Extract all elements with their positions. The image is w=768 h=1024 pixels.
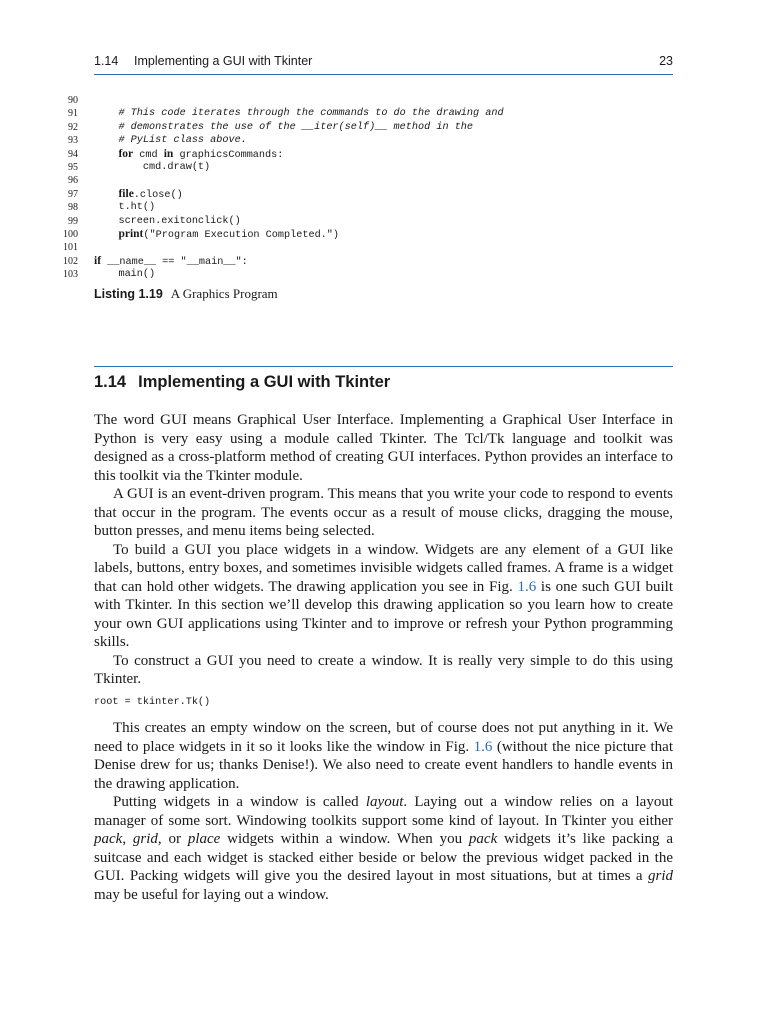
section-heading: [94, 373, 390, 392]
page-number: 23: [659, 54, 673, 68]
section-number: 1.14: [94, 373, 127, 391]
listing-caption: [94, 286, 278, 302]
code-text: # PyList class above.: [94, 135, 247, 147]
listing-caption-text: A Graphics Program: [170, 286, 278, 301]
code-line: [60, 134, 680, 147]
code-text: # demonstrates the use of the __iter(self)__ method in the: [94, 121, 474, 133]
line-number: 91: [68, 108, 78, 120]
code-line: [60, 241, 680, 254]
code-line: [60, 215, 680, 228]
code-text: screen.exitonclick(): [94, 215, 241, 227]
paragraph: This creates an empty window on the screen, but of course does not put anything in it. We need to place widgets in it so it looks like the window in Fig. 1.6 (without the nice picture that Denise drew for us; thanks Denise!). We also need to create event handlers to handle events in the drawing application.: [94, 720, 673, 792]
paragraph: Putting widgets in a window is called layout. Laying out a window relies on a layout manager of some sort. Windowing toolkits support some kind of layout. In Tkinter you either pack, grid, or place widgets within a window. When you pack widgets it’s like packing a suitcase and each widget is stacked either beside or below the previous widget packed in the GUI. Packing widgets will give you the desired layout in most situations, but at times a grid may be useful for laying out a window.: [94, 794, 674, 903]
code-text: for cmd in graphicsCommands:: [118, 147, 284, 161]
figure-reference-link[interactable]: 1.6: [517, 578, 537, 595]
line-number: 101: [63, 242, 78, 254]
code-line: [60, 107, 680, 120]
code-line: [60, 148, 680, 161]
code-line: [60, 228, 680, 241]
body-text-block-1: [94, 411, 673, 689]
paragraph: To build a GUI you place widgets in a window. Widgets are any element of a GUI like labels, buttons, entry boxes, and sometimes invisible widgets called frames. A frame is a widget that can hold other widgets. The drawing application you see in Fig. 1.6 is one such GUI built with Tkinter. In this section we’ll develop this drawing application so you learn how to create your own GUI applications using Tkinter and to improve or refresh your Python programming skills.: [94, 541, 673, 650]
line-number: 90: [68, 95, 78, 106]
line-number: 93: [68, 135, 78, 147]
code-line: [60, 161, 680, 174]
paragraph: A GUI is an event-driven program. This means that you write your code to respond to events that occur in the program. The events occur as a result of mouse clicks, dragging the mouse, button presses, and menu items being selected.: [94, 486, 673, 539]
line-number: 97: [68, 188, 78, 200]
listing-label: Listing 1.19: [94, 287, 163, 301]
line-number: 98: [68, 202, 78, 214]
code-text: t.ht(): [94, 202, 156, 214]
inline-code-snippet: root = tkinter.Tk(): [94, 697, 211, 708]
line-number: 99: [68, 215, 78, 227]
code-line: [60, 188, 680, 201]
code-text: # This code iterates through the commands to do the drawing and: [94, 108, 504, 120]
line-number: 92: [68, 121, 78, 133]
code-line: [60, 255, 680, 268]
running-header: [94, 53, 673, 73]
section-rule: [94, 366, 673, 367]
code-line: [60, 201, 680, 214]
section-title: Implementing a GUI with Tkinter: [138, 373, 391, 391]
code-line: [60, 121, 680, 134]
body-text-block-2: [94, 719, 673, 904]
line-number: 102: [63, 255, 78, 267]
code-text: main(): [94, 269, 156, 281]
line-number: 100: [63, 228, 78, 240]
header-section-number: 1.14: [94, 54, 119, 68]
figure-reference-link[interactable]: 1.6: [473, 738, 493, 755]
code-listing: [60, 94, 680, 281]
line-number: 95: [68, 161, 78, 173]
code-text: file.close(): [118, 187, 183, 201]
paragraph: The word GUI means Graphical User Interface. Implementing a Graphical User Interface in Python is very easy using a module called Tkinter. The Tcl/Tk language and toolkit was designed as a cross-platform method of creating GUI interfaces. Python provides an interface to this toolkit via the Tkinter module.: [94, 412, 673, 484]
line-number: 94: [68, 148, 78, 160]
paragraph: To construct a GUI you need to create a window. It is really very simple to do this using Tkinter.: [94, 652, 673, 687]
code-text: if __name__ == "__main__":: [94, 254, 248, 268]
line-number: 103: [63, 269, 78, 281]
code-text: cmd.draw(t): [94, 161, 211, 173]
code-line: [60, 94, 680, 107]
code-line: [60, 268, 680, 281]
header-title: Implementing a GUI with Tkinter: [134, 54, 313, 68]
code-text: print("Program Execution Completed."): [118, 227, 340, 241]
code-line: [60, 174, 680, 187]
line-number: 96: [68, 175, 78, 187]
header-rule: [94, 74, 673, 75]
